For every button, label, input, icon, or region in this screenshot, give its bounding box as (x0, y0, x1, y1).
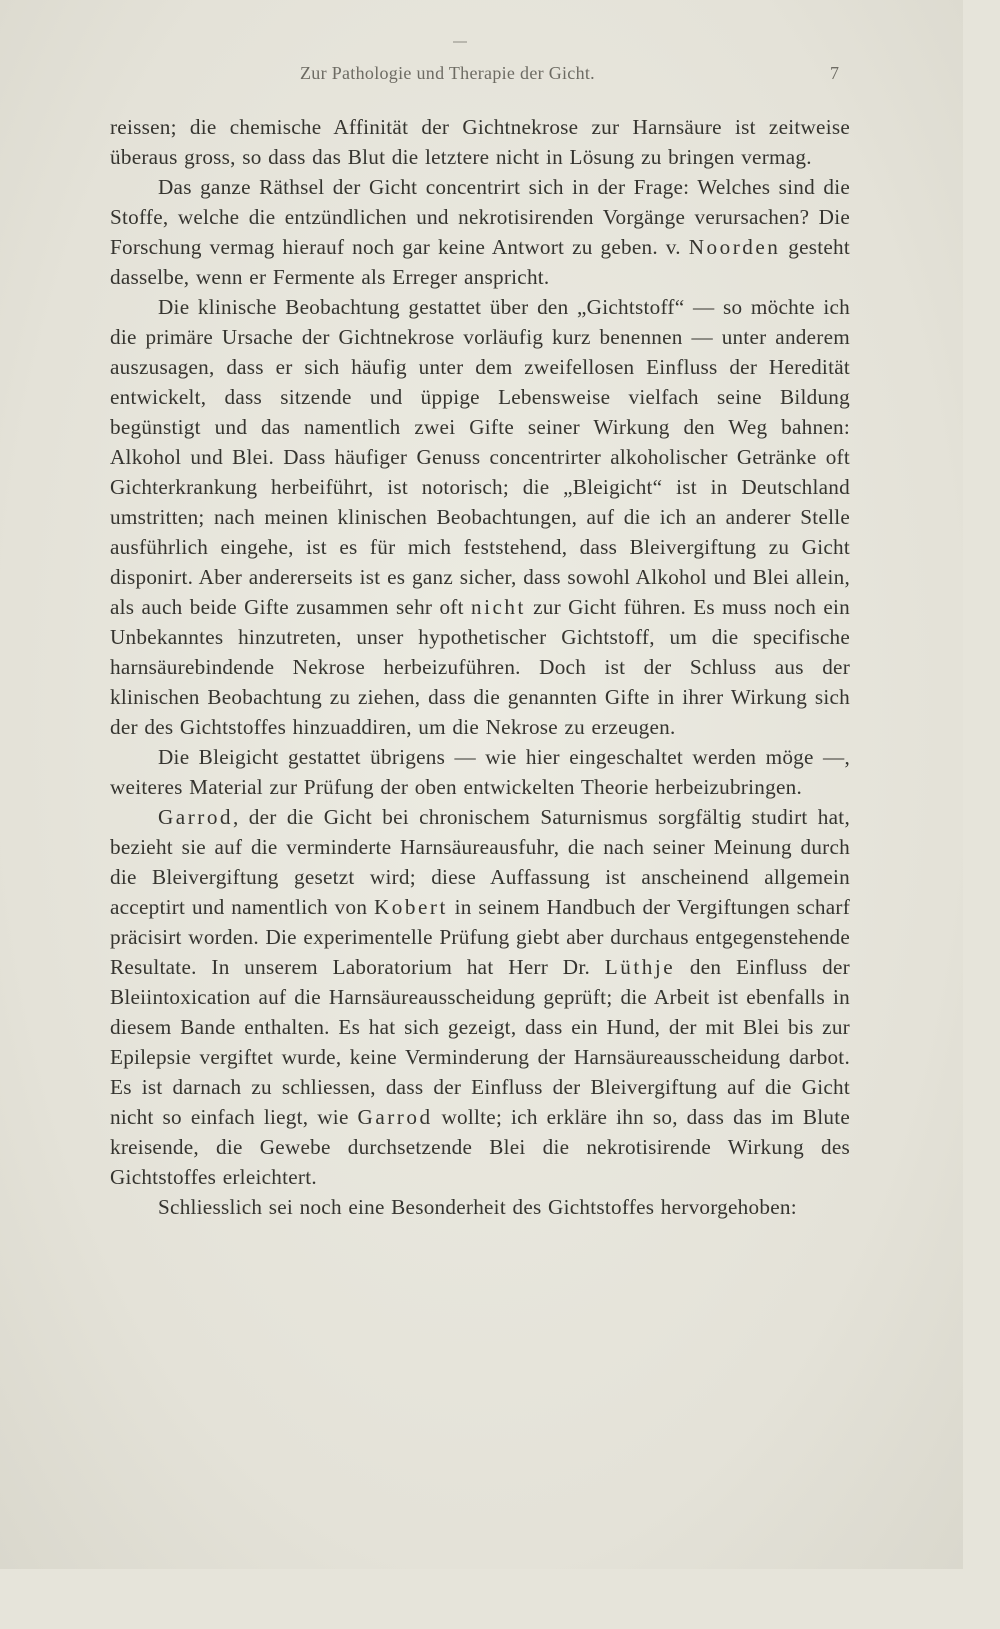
author-name-noorden: Noorden (688, 235, 781, 259)
author-name-garrod: Garrod (357, 1105, 433, 1129)
text-segment: Schliesslich sei noch eine Besonderheit des Gichtstoffes hervorgehoben: (158, 1195, 797, 1219)
text-segment: in seinem Handbuch der Vergiftungen scharf präcisirt worden. Die experimentelle Prüfung giebt aber durchaus entgegenstehende Resultate. In unserem Laboratorium hat Herr Dr. (110, 895, 851, 979)
body-text (110, 112, 850, 1222)
print-mark (453, 41, 467, 43)
text-segment: wollte; ich erkläre ihn so, dass das im Blute kreisende, die Gewebe durchsetzende Blei die nekrotisirende Wirkung des Gichtstoffes erleichtert. (110, 1105, 851, 1189)
paragraph (110, 172, 850, 292)
author-name-garrod: Garrod (158, 805, 234, 829)
running-title: Zur Pathologie und Therapie der Gicht. (300, 63, 595, 83)
text-segment: den Einfluss der Bleiintoxication auf die Harnsäureausscheidung geprüft; die Arbeit ist ebenfalls in diesem Bande enthalten. Es hat sich gezeigt, dass ein Hund, der mit Blei bis zur Epilepsie vergiftet wurde, keine Verminderung der Harnsäureausscheidung darbot. Es ist darnach zu schliessen, dass der Einfluss der Bleivergiftung auf die Gicht nicht so einfach liegt, wie (110, 955, 850, 1129)
paragraph (110, 742, 850, 802)
page-number: 7 (830, 63, 839, 83)
paragraph (110, 1192, 850, 1222)
author-name-luethje: Lüthje (604, 955, 676, 979)
text-segment: , der die Gicht bei chronischem Saturnismus sorgfältig studirt hat, bezieht sie auf die verminderte Harnsäureausfuhr, die nach seiner Meinung durch die Bleivergiftung gesetzt wird; diese Auffassung ist anscheinend allgemein acceptirt und namentlich von (110, 805, 850, 919)
text-segment: gesteht dasselbe, wenn er Fermente als Erreger anspricht. (110, 235, 851, 289)
author-name-kobert: Kobert (374, 895, 448, 919)
emphasis-nicht: nicht (470, 595, 526, 619)
text-segment: reissen; die chemische Affinität der Gichtnekrose zur Harnsäure ist zeitweise überaus gross, so dass das Blut die letztere nicht in Lösung zu bringen vermag. (110, 115, 850, 169)
text-segment: Das ganze Räthsel der Gicht concentrirt sich in der Frage: Welches sind die Stoffe, welche die entzündlichen und nekrotisirenden Vorgänge verursachen? Die Forschung vermag hierauf noch gar keine Antwort zu geben. v. (110, 175, 850, 259)
text-segment: Die klinische Beobachtung gestattet über den „Gichtstoff“ — so möchte ich die primäre Ursache der Gichtnekrose vorläufig kurz benennen — unter anderem auszusagen, dass er sich häufig unter dem zweifellosen Einfluss der Heredität entwickelt, dass sitzende und üppige Lebensweise vielfach seine Bildung begünstigt und das namentlich zwei Gifte seiner Wirkung den Weg bahnen: Alkohol und Blei. Dass häufiger Genuss concentrirter alkoholischer Getränke oft Gichterkrankung herbeiführt, ist notorisch; die „Bleigicht“ ist in Deutschland umstritten; nach meinen klinischen Beobachtungen, auf die ich an anderer Stelle ausführlich eingehe, ist es für mich feststehend, dass Bleivergiftung zu Gicht disponirt. Aber andererseits ist es ganz sicher, dass sowohl Alkohol und Blei allein, als auch beide Gifte zusammen sehr oft (110, 295, 850, 619)
paragraph (110, 292, 850, 742)
text-segment: Die Bleigicht gestattet übrigens — wie hier eingeschaltet werden möge —, weiteres Material zur Prüfung der oben entwickelten Theorie herbeizubringen. (110, 745, 850, 799)
paragraph-continuation (110, 112, 850, 172)
paragraph (110, 802, 850, 1192)
text-segment: zur Gicht führen. Es muss noch ein Unbekanntes hinzutreten, unser hypothetischer Gichtstoff, um die specifische harnsäurebindende Nekrose herbeizuführen. Doch ist der Schluss aus der klinischen Beobachtung zu ziehen, dass die genannten Gifte in ihrer Wirkung sich der des Gichtstoffes hinzuaddiren, um die Nekrose zu erzeugen. (110, 595, 850, 739)
